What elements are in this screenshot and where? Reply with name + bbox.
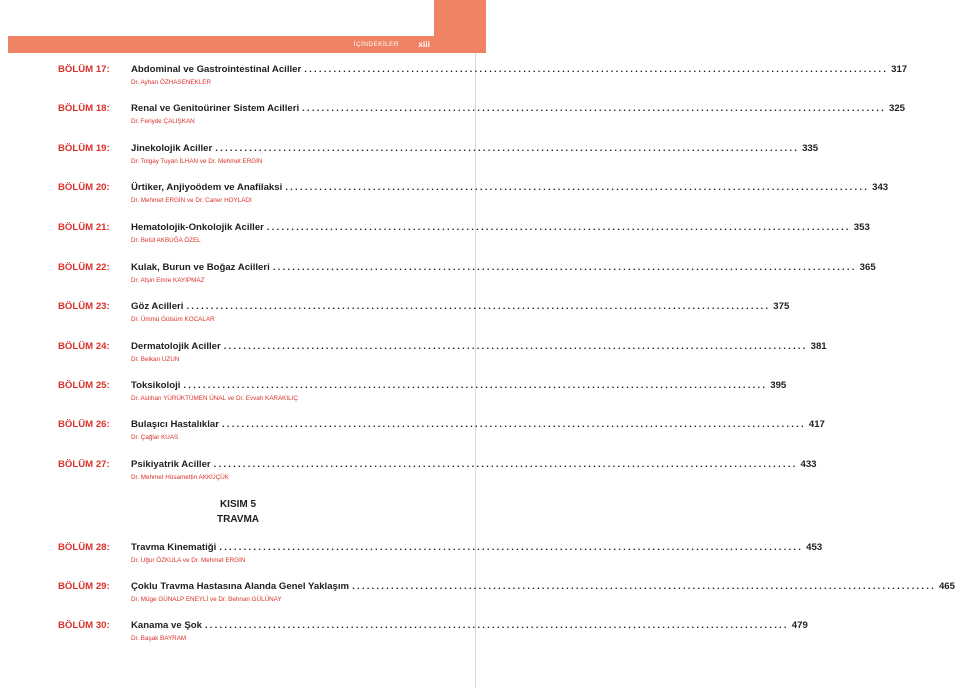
toc-entry-29[interactable] bbox=[0, 581, 955, 611]
page-number: 433 bbox=[800, 459, 817, 470]
toc-entry-17[interactable] bbox=[0, 64, 908, 94]
toc-entry-27[interactable] bbox=[0, 459, 817, 489]
page-number: 343 bbox=[872, 182, 889, 193]
page-number: 325 bbox=[888, 103, 905, 114]
page-number: 381 bbox=[810, 341, 827, 352]
dot-leader: ........................................................................................................................ bbox=[213, 459, 798, 470]
page-number: 335 bbox=[802, 143, 819, 154]
page-number: 417 bbox=[808, 419, 825, 430]
chapter-title-line bbox=[131, 64, 908, 75]
chapter-title: Toksikoloji bbox=[131, 380, 181, 391]
dot-leader: ........................................................................................................................ bbox=[272, 262, 857, 273]
chapter-authors: Dr. Aslıhan YÜRÜKTÜMEN ÜNAL ve Dr. Evvah KARAKILIÇ bbox=[131, 395, 298, 402]
chapter-authors: Dr. Afşin Emre KAYIPMAZ bbox=[131, 277, 205, 284]
dot-leader: ........................................................................................................................ bbox=[204, 620, 789, 631]
toc-entry-21[interactable] bbox=[0, 222, 870, 252]
chapter-title-line bbox=[131, 581, 955, 592]
dot-leader: ........................................................................................................................ bbox=[302, 103, 886, 114]
toc-entry-28[interactable] bbox=[0, 542, 823, 572]
toc-entry-24[interactable] bbox=[0, 341, 827, 371]
chapter-title: Kanama ve Şok bbox=[131, 620, 202, 631]
chapter-title-line bbox=[131, 341, 827, 352]
chapter-title-line bbox=[131, 182, 889, 193]
chapter-authors: Dr. Çağlar KUAS bbox=[131, 434, 179, 441]
chapter-number: BÖLÜM 28: bbox=[58, 542, 110, 553]
page-number: 375 bbox=[773, 301, 790, 312]
chapter-authors: Dr. Ayhan ÖZHASENEKLER bbox=[131, 79, 212, 86]
chapter-title: Kulak, Burun ve Boğaz Acilleri bbox=[131, 262, 270, 273]
toc-entry-22[interactable] bbox=[0, 262, 876, 292]
dot-leader: ........................................................................................................................ bbox=[223, 341, 808, 352]
chapter-authors: Dr. Belkan UZUN bbox=[131, 356, 180, 363]
page-number: 317 bbox=[891, 64, 908, 75]
chapter-title: Göz Acilleri bbox=[131, 301, 184, 312]
chapter-authors: Dr. Betül AKBUĞA ÖZEL bbox=[131, 237, 201, 244]
chapter-number: BÖLÜM 17: bbox=[58, 64, 110, 75]
dot-leader: ........................................................................................................................ bbox=[266, 222, 851, 233]
page-number: 465 bbox=[938, 581, 955, 592]
dot-leader: ........................................................................................................................ bbox=[222, 419, 806, 430]
chapter-title: Çoklu Travma Hastasına Alanda Genel Yaklaşım bbox=[131, 581, 350, 592]
chapter-number: BÖLÜM 24: bbox=[58, 341, 110, 352]
chapter-title: Psikiyatrik Aciller bbox=[131, 459, 211, 470]
chapter-title: Dermatolojik Aciller bbox=[131, 341, 221, 352]
chapter-title-line bbox=[131, 380, 787, 391]
dot-leader: ........................................................................................................................ bbox=[186, 301, 771, 312]
chapter-authors: Dr. Ümmü Gülsüm KOCALAR bbox=[131, 316, 215, 323]
chapter-title: Abdominal ve Gastrointestinal Aciller bbox=[131, 64, 302, 75]
chapter-number: BÖLÜM 27: bbox=[58, 459, 110, 470]
toc-entry-25[interactable] bbox=[0, 380, 787, 410]
dot-leader: ........................................................................................................................ bbox=[304, 64, 889, 75]
page-number: 453 bbox=[806, 542, 823, 553]
chapter-number: BÖLÜM 25: bbox=[58, 380, 110, 391]
page-number: 353 bbox=[853, 222, 870, 233]
toc-entry-23[interactable] bbox=[0, 301, 790, 331]
dot-leader: ........................................................................................................................ bbox=[285, 182, 870, 193]
toc-entry-20[interactable] bbox=[0, 182, 889, 212]
chapter-title: Travma Kinematiği bbox=[131, 542, 217, 553]
chapter-number: BÖLÜM 18: bbox=[58, 103, 110, 114]
chapter-authors: Dr. Mehmet ERGİN ve Dr. Caner HOYLADI bbox=[131, 197, 252, 204]
chapter-number: BÖLÜM 29: bbox=[58, 581, 110, 592]
chapter-authors: Dr. Mehmet Hüsamettin AKKÜÇÜK bbox=[131, 474, 229, 481]
chapter-number: BÖLÜM 23: bbox=[58, 301, 110, 312]
chapter-title: Bulaşıcı Hastalıklar bbox=[131, 419, 219, 430]
toc-entry-30[interactable] bbox=[0, 620, 808, 650]
part-label: KISIM 5 bbox=[219, 499, 257, 510]
dot-leader: ........................................................................................................................ bbox=[219, 542, 804, 553]
chapter-title: Hematolojik-Onkolojik Aciller bbox=[131, 222, 264, 233]
chapter-authors: Dr. Feriyde ÇALIŞKAN bbox=[131, 118, 195, 125]
part-title: TRAVMA bbox=[216, 514, 260, 525]
chapter-title: Ürtiker, Anjiyoödem ve Anafilaksi bbox=[131, 182, 283, 193]
chapter-title-line bbox=[131, 620, 808, 631]
header-page-number: xiii bbox=[418, 39, 430, 49]
header-band bbox=[8, 36, 484, 53]
header-section-label: İÇİNDEKİLER bbox=[353, 41, 399, 48]
chapter-authors: Dr. Uğur ÖZKULA ve Dr. Mehmet ERGİN bbox=[131, 557, 246, 564]
chapter-title: Renal ve Genitoüriner Sistem Acilleri bbox=[131, 103, 300, 114]
page-number: 365 bbox=[859, 262, 876, 273]
toc-entry-19[interactable] bbox=[0, 143, 819, 173]
dot-leader: ........................................................................................................................ bbox=[215, 143, 800, 154]
chapter-number: BÖLÜM 21: bbox=[58, 222, 110, 233]
chapter-authors: Dr. Tolgay Tuyan İLHAN ve Dr. Mehmet ERGİN bbox=[131, 158, 263, 165]
dot-leader: ........................................................................................................................ bbox=[352, 581, 936, 592]
chapter-title-line bbox=[131, 301, 790, 312]
chapter-authors: Dr. Müge GÜNALP ENEYLİ ve Dr. Behnan GÜLÜNAY bbox=[131, 596, 282, 603]
chapter-number: BÖLÜM 20: bbox=[58, 182, 110, 193]
chapter-number: BÖLÜM 26: bbox=[58, 419, 110, 430]
chapter-title: Jinekolojik Aciller bbox=[131, 143, 213, 154]
chapter-title-line bbox=[131, 459, 817, 470]
chapter-title-line bbox=[131, 103, 905, 114]
corner-tab bbox=[434, 0, 486, 53]
chapter-title-line bbox=[131, 222, 870, 233]
chapter-number: BÖLÜM 22: bbox=[58, 262, 110, 273]
chapter-title-line bbox=[131, 143, 819, 154]
toc-entry-26[interactable] bbox=[0, 419, 825, 449]
chapter-title-line bbox=[131, 542, 823, 553]
chapter-number: BÖLÜM 30: bbox=[58, 620, 110, 631]
toc-entry-18[interactable] bbox=[0, 103, 905, 133]
dot-leader: ........................................................................................................................ bbox=[183, 380, 768, 391]
chapter-title-line bbox=[131, 262, 876, 273]
chapter-authors: Dr. Başak BAYRAM bbox=[131, 635, 187, 642]
page-number: 395 bbox=[770, 380, 787, 391]
chapter-title-line bbox=[131, 419, 825, 430]
page-number: 479 bbox=[791, 620, 808, 631]
chapter-number: BÖLÜM 19: bbox=[58, 143, 110, 154]
